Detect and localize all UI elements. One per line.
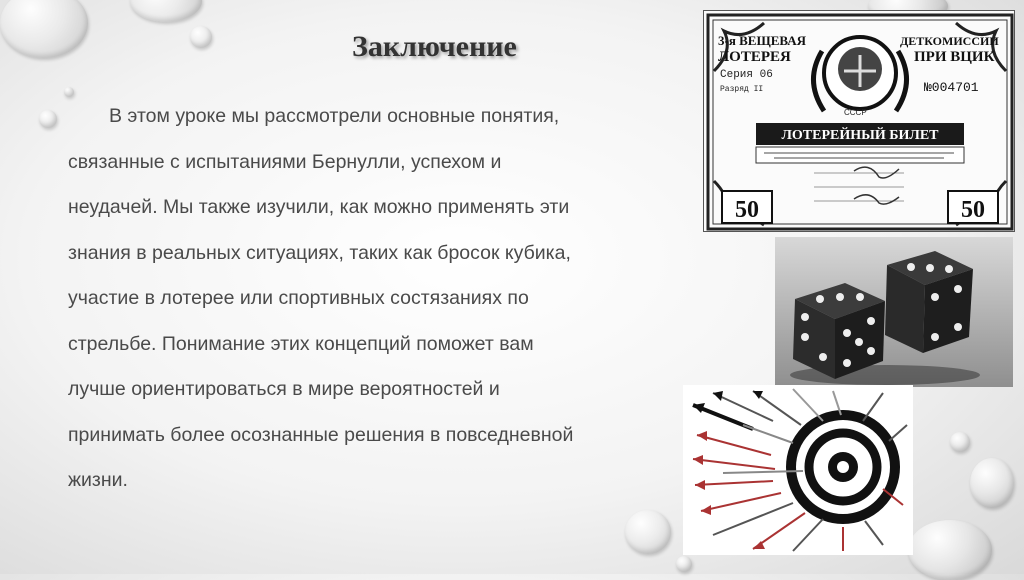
ticket-header-right-1: ДЕТКОМИССИИ bbox=[900, 34, 999, 48]
water-drop bbox=[625, 510, 671, 554]
water-drop bbox=[130, 0, 202, 22]
ticket-series: Серия 06 bbox=[720, 69, 773, 81]
water-drop bbox=[39, 110, 57, 128]
target-illustration bbox=[683, 385, 913, 555]
lottery-ticket-image bbox=[703, 10, 1015, 232]
water-drop bbox=[908, 520, 992, 580]
body-line: неудачей. Мы также изучили, как можно применять эти bbox=[68, 196, 570, 218]
body-line: связанные с испытаниями Бернулли, успехом и bbox=[68, 150, 502, 173]
body-line: принимать более осознанные решения в повседневной bbox=[68, 423, 574, 446]
ticket-price-right: 50 bbox=[961, 197, 985, 223]
ticket-banner: ЛОТЕРЕЙНЫЙ БИЛЕТ bbox=[781, 128, 939, 143]
dice-image bbox=[775, 237, 1013, 387]
target-arrows-image bbox=[683, 385, 913, 555]
ticket-price-left: 50 bbox=[735, 197, 759, 223]
ticket-number: №004701 bbox=[924, 80, 979, 95]
water-drop bbox=[950, 432, 970, 452]
body-line: лучше ориентироваться в мире вероятностей и bbox=[68, 378, 500, 400]
body-line: жизни. bbox=[68, 469, 128, 491]
water-drop bbox=[190, 26, 212, 48]
ticket-emblem-text: СССР bbox=[844, 108, 867, 117]
ticket-header-left-1: 3-я ВЕЩЕВАЯ bbox=[718, 33, 807, 48]
body-line: знания в реальных ситуациях, таких как бросок кубика, bbox=[68, 241, 571, 264]
water-drop bbox=[676, 556, 692, 572]
ticket-header-left-2: ЛОТЕРЕЯ bbox=[718, 49, 791, 65]
ticket-header-right-2: ПРИ ВЦИК bbox=[914, 49, 995, 65]
body-line: участие в лотерее или спортивных состязаниях по bbox=[68, 287, 529, 309]
lottery-ticket-illustration bbox=[704, 11, 1016, 233]
water-drop bbox=[970, 458, 1014, 508]
water-drop bbox=[0, 0, 88, 58]
body-line: В этом уроке мы рассмотрели основные понятия, bbox=[109, 105, 560, 127]
dice-illustration bbox=[775, 237, 1013, 387]
body-line: стрельбе. Понимание этих концепций поможет вам bbox=[68, 332, 534, 355]
slide-title: Заключение bbox=[352, 30, 517, 63]
ticket-category: Разряд II bbox=[720, 85, 764, 94]
slide-body-text bbox=[68, 94, 688, 504]
